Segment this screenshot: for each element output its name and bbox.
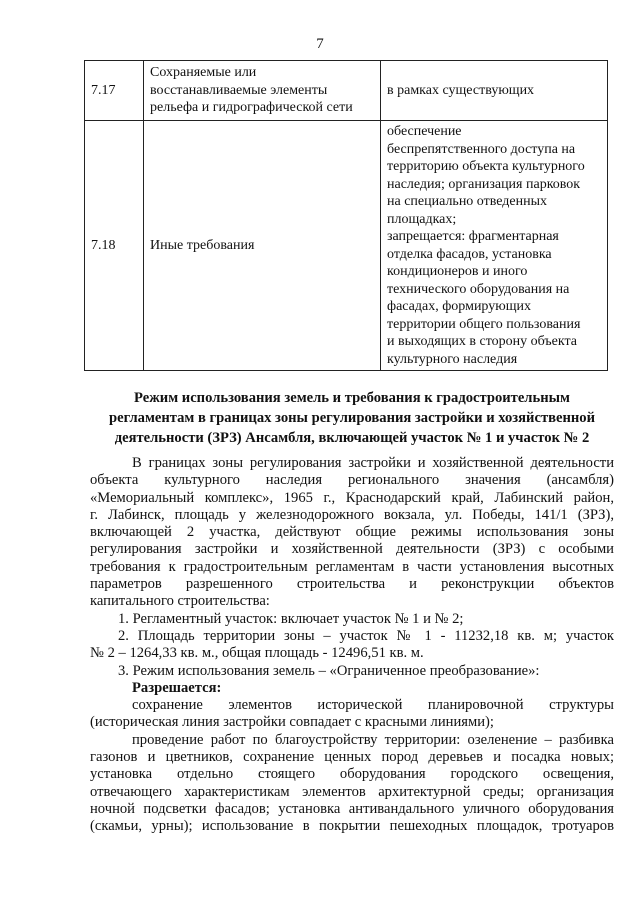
requirements-table <box>84 60 608 371</box>
paragraph-line: В границах зоны регулирования застройки и хозяйственной деятельности <box>132 455 614 471</box>
paragraph-line: (скамьи, урны); использование в покрытии пешеходных площадок, тротуаров <box>90 818 614 835</box>
paragraph-line: отвечающего характеристикам элементов архитектурной среды; организация <box>90 783 614 800</box>
paragraph-line: проведение работ по благоустройству территории: озеленение – разбивка <box>132 731 614 748</box>
heading-line: Режим использования земель и требования к градостроительным <box>134 390 570 406</box>
row-value-line: фасадах, формирующих <box>387 299 531 314</box>
paragraph-line: установка отдельно стоящего оборудования городского освещения, <box>90 766 614 783</box>
paragraph-line: (историческая линия застройки совпадает с красными линиями); <box>90 714 494 731</box>
paragraph-line: 3. Режим использования земель – «Ограниченное преобразование»: <box>118 662 540 679</box>
row-value-line: обеспечение <box>387 124 462 139</box>
table-row <box>85 121 608 371</box>
row-name <box>144 121 381 371</box>
section-heading <box>90 388 614 448</box>
heading-line: регламентам в границах зоны регулирования застройки и хозяйственной <box>109 410 595 426</box>
paragraph-line: газонов и цветников, сохранение ценных пород деревьев и посадка новых; <box>90 749 614 766</box>
page-number: 7 <box>316 36 324 52</box>
row-value-line: и выходящих в сторону объекта <box>387 334 578 349</box>
paragraph-line: регулирования застройки и хозяйственной деятельности (ЗРЗ) с особыми <box>90 541 614 558</box>
paragraph-line: требования к градостроительным регламентам в части установления высотных <box>90 558 614 575</box>
row-value-line: площадках; <box>387 211 457 227</box>
paragraph-line: 1. Регламентный участок: включает участок № 1 и № 2; <box>118 610 464 627</box>
paragraph-line: № 2 – 1264,33 кв. м., общая площадь - 12496,51 кв. м. <box>90 645 424 662</box>
row-number: 7.17 <box>85 61 144 121</box>
paragraph-line: включающей 2 участка, действуют общие режимы использования зоны <box>90 524 614 541</box>
row-value-line: наследия; организация парковок <box>387 176 581 192</box>
paragraph-line: г. Лабинск, площадь у железнодорожного вокзала, ул. Победы, 141/1 (ЗРЗ), <box>90 506 614 523</box>
row-value-line: технического оборудования на <box>387 281 570 297</box>
row-value-line: территории общего пользования <box>387 316 581 332</box>
table-row <box>85 61 608 121</box>
row-name-line: Сохраняемые или <box>150 65 257 81</box>
row-value-line: запрещается: фрагментарная <box>387 229 559 244</box>
paragraph-line: объекта культурного наследия регионального значения (ансамбля) <box>90 472 614 489</box>
row-value-line: на специально отведенных <box>387 194 548 209</box>
requirements-table-body <box>85 61 608 371</box>
row-value-line: культурного наследия <box>387 351 518 367</box>
row-value <box>381 121 608 371</box>
row-name-line: восстанавливаемые элементы <box>150 82 328 98</box>
row-name <box>144 61 381 121</box>
row-value-line: территорию объекта культурного <box>387 159 585 174</box>
paragraph-line: сохранение элементов исторической планировочной структуры <box>132 697 614 714</box>
row-value-line: в рамках существующих <box>387 82 535 98</box>
row-name-line: рельефа и гидрографической сети <box>150 100 353 116</box>
row-value-line: отделка фасадов, установка <box>387 246 552 262</box>
row-value <box>381 61 608 121</box>
row-value-line: кондиционеров и иного <box>387 264 528 279</box>
paragraph-line: капитального строительства: <box>90 593 270 610</box>
paragraph-line: «Мемориальный комплекс», 1965 г., Краснодарский край, Лабинский район, <box>90 489 614 506</box>
paragraph-line: параметров разрешенного строительства и реконструкции объектов <box>90 576 614 593</box>
paragraph-line: Разрешается: <box>132 679 222 696</box>
row-value-line: беспрепятственного доступа на <box>387 141 576 157</box>
row-name-line: Иные требования <box>150 237 255 253</box>
body-text <box>90 455 614 836</box>
paragraph-line: 2. Площадь территории зоны – участок № 1 - 11232,18 кв. м; участок <box>118 627 614 644</box>
row-number: 7.18 <box>85 121 144 371</box>
heading-line: деятельности (ЗРЗ) Ансамбля, включающей участок № 1 и участок № 2 <box>114 430 590 446</box>
paragraph-line: ночной подсветки фасадов; установка антивандального уличного оборудования <box>90 800 614 817</box>
